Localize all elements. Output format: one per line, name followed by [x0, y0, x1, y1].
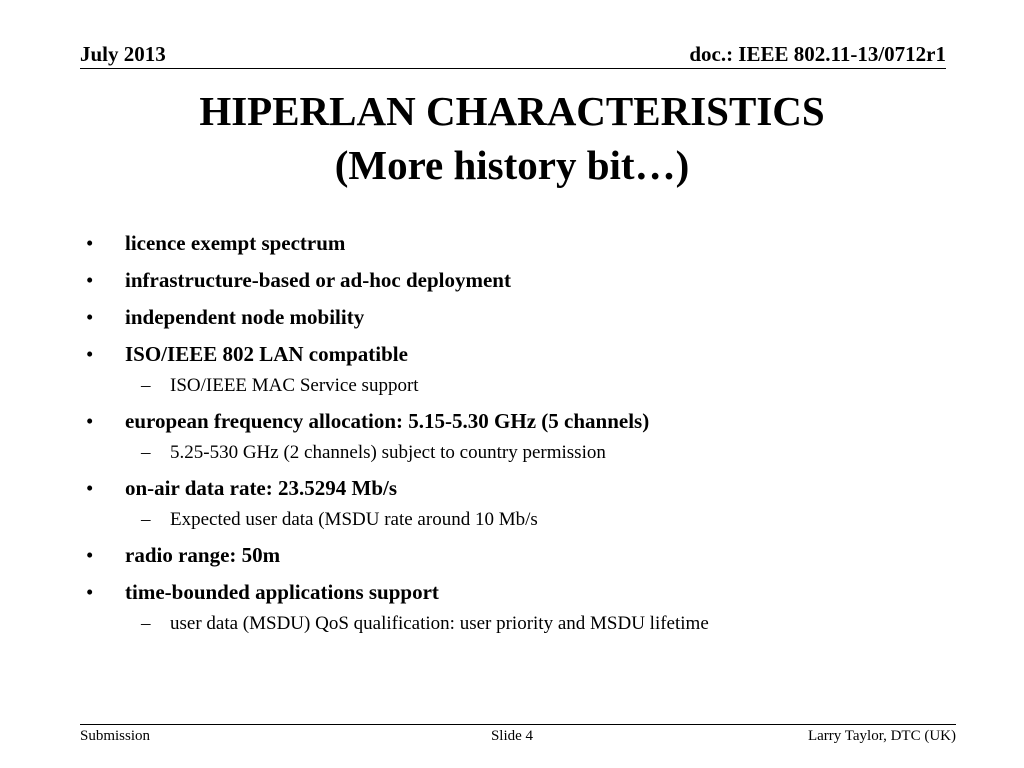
sub-bullet-text: user data (MSDU) QoS qualification: user priority and MSDU lifetime — [170, 613, 709, 634]
bullet-item — [86, 540, 966, 571]
slide-title-line-1: HIPERLAN CHARACTERISTICS — [199, 88, 825, 134]
bullet-icon: • — [86, 305, 94, 329]
slide-body — [86, 228, 966, 644]
bullet-text: licence exempt spectrum — [125, 231, 346, 255]
bullet-icon: • — [86, 409, 94, 433]
bullet-icon: • — [86, 543, 94, 567]
bullet-text: independent node mobility — [125, 305, 365, 329]
dash-icon: – — [141, 442, 151, 463]
sub-bullet-text: 5.25-530 GHz (2 channels) subject to country permission — [170, 442, 606, 463]
header-divider — [80, 68, 946, 69]
bullet-icon: • — [86, 231, 94, 255]
slide-title-line-2: (More history bit…) — [334, 142, 690, 188]
bullet-item — [86, 228, 966, 259]
slide-title — [0, 84, 1024, 192]
bullet-icon: • — [86, 268, 94, 292]
header-doc-id: doc.: IEEE 802.11-13/0712r1 — [689, 42, 946, 66]
dash-icon: – — [141, 509, 151, 530]
bullet-text: time-bounded applications support — [125, 580, 439, 604]
bullet-icon: • — [86, 342, 94, 366]
sub-bullet-item — [86, 506, 966, 533]
footer-divider — [80, 724, 956, 725]
sub-bullet-item — [86, 610, 966, 637]
sub-bullet-text: Expected user data (MSDU rate around 10 Mb/s — [170, 509, 538, 530]
footer-submission: Submission — [80, 728, 151, 744]
bullet-text: ISO/IEEE 802 LAN compatible — [125, 342, 408, 366]
bullet-item — [86, 473, 966, 504]
footer-slide-number: Slide 4 — [490, 728, 534, 744]
sub-bullet-text: ISO/IEEE MAC Service support — [170, 375, 419, 396]
header-date: July 2013 — [80, 42, 166, 66]
bullet-icon: • — [86, 580, 94, 604]
bullet-item — [86, 406, 966, 437]
bullet-item — [86, 339, 966, 370]
sub-bullet-item — [86, 372, 966, 399]
footer-author: Larry Taylor, DTC (UK) — [807, 728, 956, 744]
bullet-item — [86, 265, 966, 296]
bullet-text: european frequency allocation: 5.15-5.30 GHz (5 channels) — [125, 409, 650, 433]
bullet-item — [86, 577, 966, 608]
bullet-item — [86, 302, 966, 333]
dash-icon: – — [141, 375, 151, 396]
bullet-text: on-air data rate: 23.5294 Mb/s — [125, 476, 398, 500]
bullet-text: infrastructure-based or ad-hoc deployment — [125, 268, 511, 292]
bullet-text: radio range: 50m — [125, 543, 281, 567]
dash-icon: – — [141, 613, 151, 634]
sub-bullet-item — [86, 439, 966, 466]
bullet-icon: • — [86, 476, 94, 500]
